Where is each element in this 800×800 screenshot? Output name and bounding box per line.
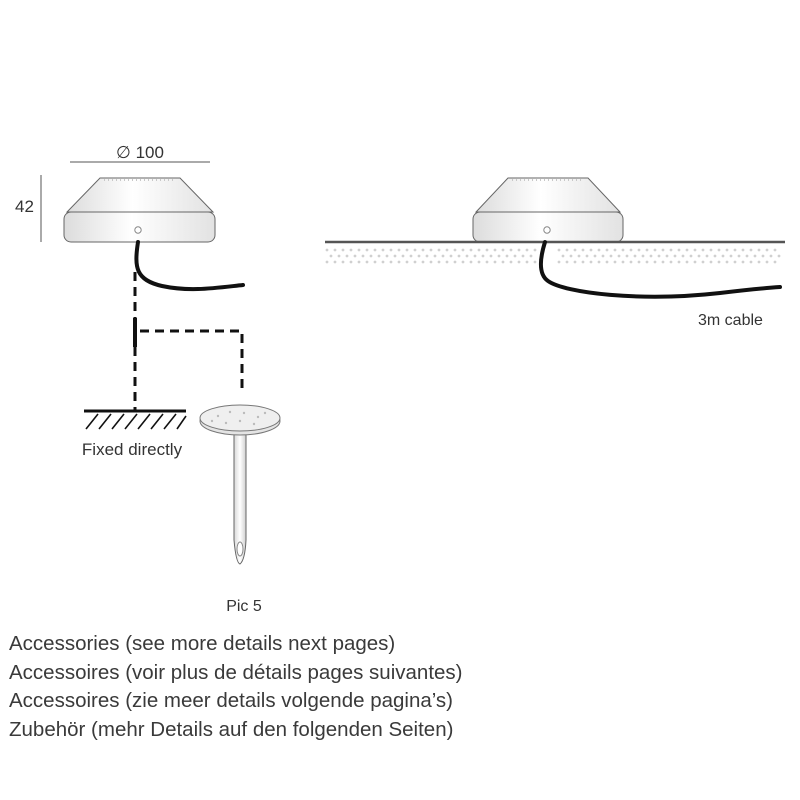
mounting-options-connector (135, 272, 242, 410)
ground-surface (325, 242, 785, 263)
cable-left (136, 242, 243, 289)
diameter-dimension (70, 143, 210, 162)
ground-stake (200, 405, 280, 564)
fixture-left (64, 178, 215, 242)
caption-fr: Accessoires (voir plus de détails pages suivantes) (9, 660, 463, 684)
fixture-right (473, 178, 623, 242)
caption-en: Accessories (see more details next pages) (9, 632, 396, 655)
accessories-captions (9, 630, 463, 744)
height-value: 42 (15, 197, 34, 216)
gravel-texture (326, 249, 781, 264)
height-dimension (15, 175, 41, 242)
fixed-directly-label: Fixed directly (81, 440, 183, 459)
svg-text:∅ 100 (116, 143, 164, 162)
caption-nl: Accessoires (zie meer details volgende pagina’s) (9, 689, 454, 712)
diameter-symbol: ∅ (116, 143, 136, 162)
diameter-value: 100 (135, 143, 164, 162)
pic-label: Pic 5 (226, 598, 262, 615)
surface-mount-symbol (84, 411, 186, 429)
cable-length-label: 3m cable (698, 312, 763, 329)
caption-de: Zubehör (mehr Details auf den folgenden Seiten) (9, 717, 454, 741)
